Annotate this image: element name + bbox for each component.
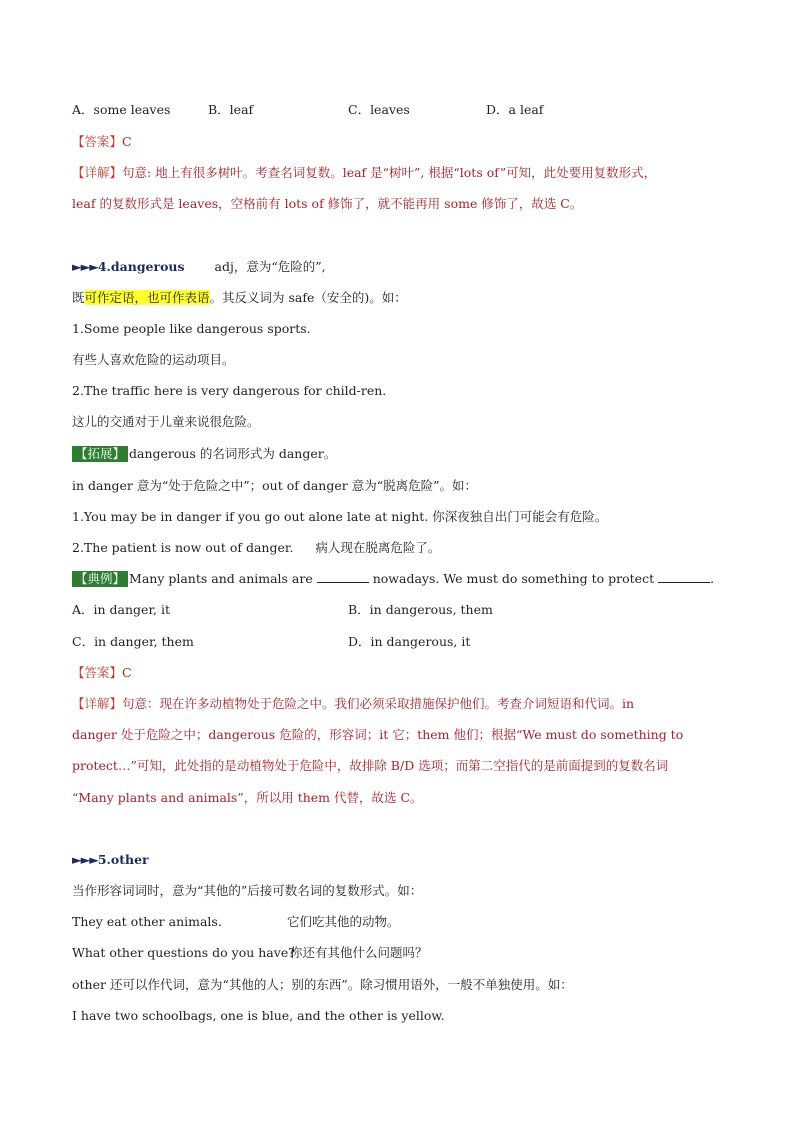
answer-value: C [122, 134, 132, 149]
detail-line-3: protect…”可知，此处指的是动植物处于危险中，故排除 B/D 选项；而第二空指代的是前面提到的复数名词 [72, 758, 669, 773]
arrow-icon: ►►► [72, 852, 98, 867]
arrow-icon: ►►► [72, 259, 98, 274]
option-c: C．in danger, them [72, 634, 194, 649]
detail-line-4: “Many plants and animals”，所以用 them 代替，故选 C。 [72, 790, 423, 805]
detail-line-1: 【详解】句意: 地上有很多树叶。考查名词复数。leaf 是“树叶”, 根据“lots of”可知，此处要用复数形式， [72, 165, 657, 180]
phrase-line: in danger 意为“处于危险之中”；out of danger 意为“脱离危险”。如： [72, 478, 477, 493]
detail-line-1: 【详解】句意：现在许多动植物处于危险之中。我们必须采取措施保护他们。考查介词短语和代词。in [72, 696, 635, 711]
option-a: A．in danger, it [72, 602, 171, 617]
option-d: D．a leaf [486, 102, 544, 117]
option-c: C．leaves [348, 102, 410, 117]
extension-line: 【拓展】 dangerous 的名词形式为 danger。 [72, 445, 336, 463]
section-title: 5.other [97, 852, 149, 867]
example-1-zh: 有些人喜欢危险的运动项目。 [72, 352, 235, 367]
detail-label: 【详解】 [72, 165, 123, 180]
part-of-speech: adj，意为“危险的”, [214, 259, 326, 274]
answer-line [72, 664, 132, 682]
answer-line [72, 133, 132, 151]
option-b: B．leaf [208, 102, 254, 117]
answer-value: C [122, 665, 132, 680]
example-2-en: 2.The traffic here is very dangerous for child-ren. [72, 383, 387, 398]
section-4-heading [72, 258, 326, 276]
section-5-heading [72, 851, 149, 869]
usage-line: 既可作定语，也可作表语。其反义词为 safe（安全的)。如： [72, 290, 407, 305]
typical-tag: 【典例】 [72, 571, 128, 587]
option-a: A．some leaves [72, 102, 171, 117]
extension-tag: 【拓展】 [72, 446, 128, 462]
example-3: I have two schoolbags, one is blue, and the other is yellow. [72, 1008, 445, 1023]
example-2-zh: 这儿的交通对于儿童来说很危险。 [72, 414, 260, 429]
example-2-zh: 你还有其他什么问题吗？ [290, 945, 428, 960]
blank-2 [658, 570, 710, 583]
example-1: They eat other animals. [72, 914, 222, 929]
example-2: What other questions do you have? [72, 945, 295, 960]
answer-label: 【答案】 [72, 665, 123, 680]
highlight: 可作定语，也可作表语 [84, 290, 210, 305]
answer-label: 【答案】 [72, 134, 123, 149]
detail-line-2: danger 处于危险之中；dangerous 危险的，形容词；it 它；them 他们；根据“We must do something to [72, 727, 684, 742]
detail-label: 【详解】 [72, 696, 123, 711]
section-title: 4.dangerous [97, 259, 185, 274]
usage-line: 当作形容词词时，意为“其他的”后接可数名词的复数形式。如： [72, 883, 423, 898]
option-b: B．in dangerous, them [348, 602, 493, 617]
example-1-en: 1.Some people like dangerous sports. [72, 321, 311, 336]
typical-example: 【典例】 Many plants and animals are nowadays. We must do something to protect . [72, 570, 714, 588]
blank-1 [317, 570, 369, 583]
example-1-zh: 它们吃其他的动物。 [287, 914, 400, 929]
option-d: D．in dangerous, it [348, 634, 471, 649]
phrase-example-1: 1.You may be in danger if you go out alone late at night. 你深夜独自出门可能会有危险。 [72, 509, 608, 524]
pronoun-line: other 还可以作代词，意为“其他的人；别的东西”。除习惯用语外，一般不单独使用。如： [72, 977, 573, 992]
phrase-example-2: 2.The patient is now out of danger. 病人现在脱离危险了。 [72, 540, 441, 555]
detail-line-2: leaf 的复数形式是 leaves，空格前有 lots of 修饰了，就不能再用 some 修饰了，故选 C。 [72, 196, 583, 211]
